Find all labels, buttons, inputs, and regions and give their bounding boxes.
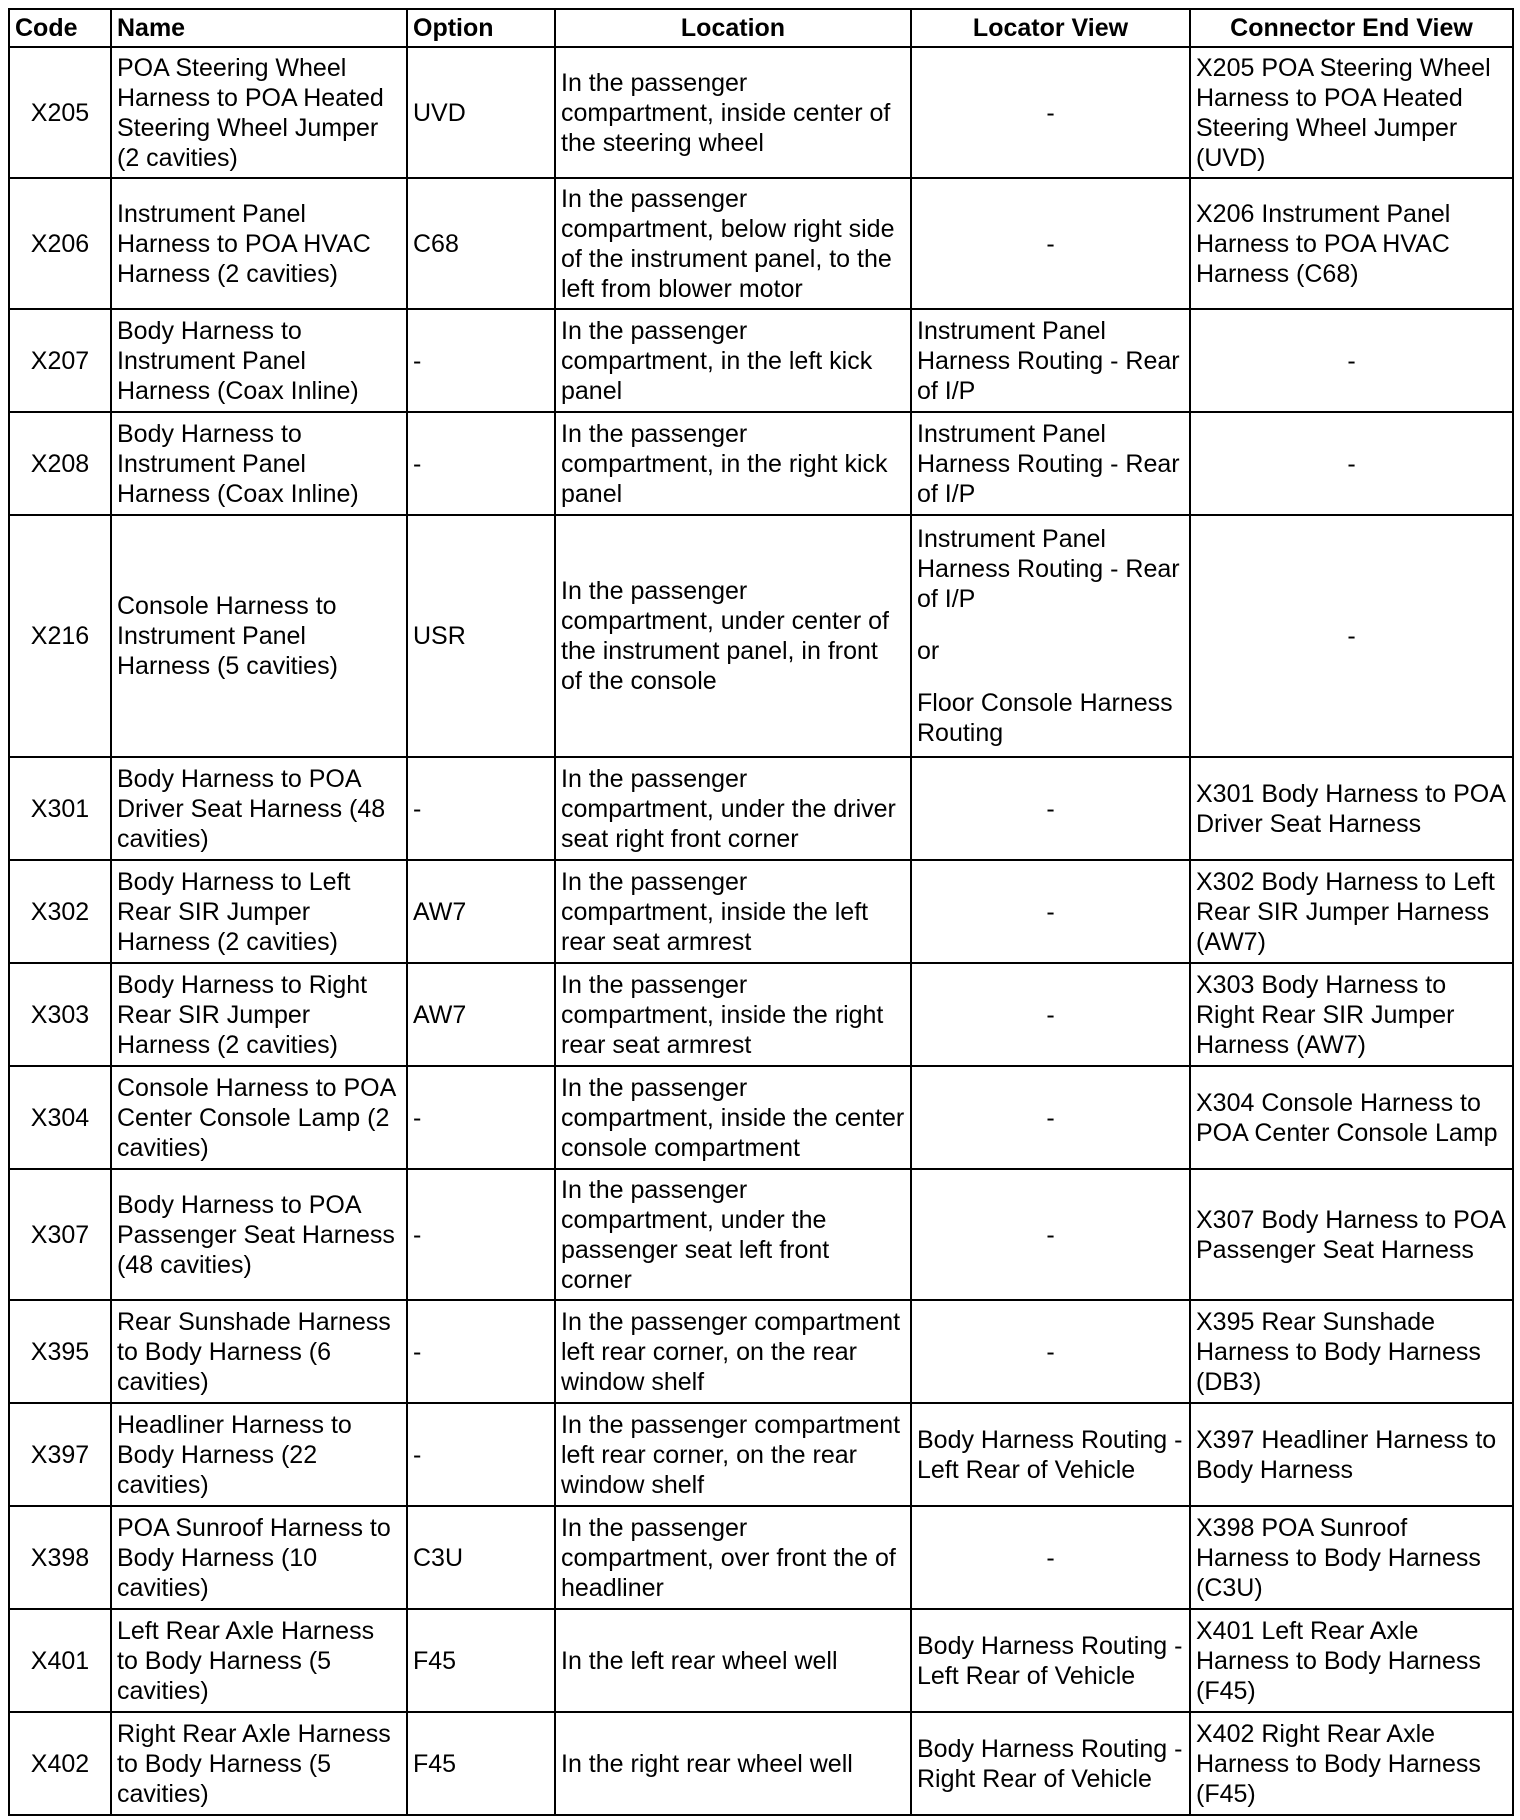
cell-locator-view: -	[911, 757, 1190, 860]
cell-location: In the passenger compartment, inside the center console compartment	[555, 1066, 911, 1169]
cell-code: X301	[9, 757, 111, 860]
cell-connector-end-view: X302 Body Harness to Left Rear SIR Jumper Harness (AW7)	[1190, 860, 1513, 963]
cell-name: Body Harness to Left Rear SIR Jumper Harness (2 cavities)	[111, 860, 407, 963]
cell-location: In the passenger compartment, in the left kick panel	[555, 309, 911, 412]
cell-locator-view: Instrument Panel Harness Routing - Rear of I/P	[911, 412, 1190, 515]
cell-location: In the passenger compartment, in the right kick panel	[555, 412, 911, 515]
cell-locator-view: -	[911, 178, 1190, 309]
cell-code: X402	[9, 1712, 111, 1815]
cell-location: In the passenger compartment, inside the right rear seat armrest	[555, 963, 911, 1066]
cell-name: Console Harness to Instrument Panel Harness (5 cavities)	[111, 515, 407, 757]
cell-connector-end-view: X206 Instrument Panel Harness to POA HVAC Harness (C68)	[1190, 178, 1513, 309]
table-row	[9, 860, 1513, 963]
cell-code: X207	[9, 309, 111, 412]
cell-option: -	[407, 412, 555, 515]
cell-option: AW7	[407, 963, 555, 1066]
cell-code: X401	[9, 1609, 111, 1712]
cell-name: Rear Sunshade Harness to Body Harness (6 cavities)	[111, 1300, 407, 1403]
cell-location: In the right rear wheel well	[555, 1712, 911, 1815]
cell-option: AW7	[407, 860, 555, 963]
cell-option: -	[407, 309, 555, 412]
cell-location: In the left rear wheel well	[555, 1609, 911, 1712]
cell-option: UVD	[407, 47, 555, 178]
cell-location: In the passenger compartment, inside the left rear seat armrest	[555, 860, 911, 963]
table-row	[9, 515, 1513, 757]
cell-location: In the passenger compartment, over front the of headliner	[555, 1506, 911, 1609]
cell-connector-end-view: X402 Right Rear Axle Harness to Body Harness (F45)	[1190, 1712, 1513, 1815]
cell-code: X303	[9, 963, 111, 1066]
header-row	[9, 9, 1513, 47]
cell-connector-end-view: X395 Rear Sunshade Harness to Body Harness (DB3)	[1190, 1300, 1513, 1403]
cell-connector-end-view: X301 Body Harness to POA Driver Seat Harness	[1190, 757, 1513, 860]
cell-connector-end-view: -	[1190, 309, 1513, 412]
connector-table	[8, 8, 1514, 1816]
cell-location: In the passenger compartment, inside center of the steering wheel	[555, 47, 911, 178]
cell-connector-end-view: X401 Left Rear Axle Harness to Body Harness (F45)	[1190, 1609, 1513, 1712]
cell-locator-view: Body Harness Routing - Right Rear of Vehicle	[911, 1712, 1190, 1815]
cell-option: C3U	[407, 1506, 555, 1609]
cell-option: -	[407, 1066, 555, 1169]
cell-connector-end-view: X304 Console Harness to POA Center Console Lamp	[1190, 1066, 1513, 1169]
table-row	[9, 1169, 1513, 1300]
cell-option: F45	[407, 1712, 555, 1815]
cell-name: Console Harness to POA Center Console Lamp (2 cavities)	[111, 1066, 407, 1169]
table-row	[9, 309, 1513, 412]
cell-locator-view: -	[911, 1066, 1190, 1169]
cell-connector-end-view: -	[1190, 412, 1513, 515]
cell-connector-end-view: X307 Body Harness to POA Passenger Seat Harness	[1190, 1169, 1513, 1300]
cell-locator-view: -	[911, 1300, 1190, 1403]
cell-name: Instrument Panel Harness to POA HVAC Harness (2 cavities)	[111, 178, 407, 309]
cell-option: C68	[407, 178, 555, 309]
cell-code: X208	[9, 412, 111, 515]
cell-location: In the passenger compartment, under center of the instrument panel, in front of the console	[555, 515, 911, 757]
cell-connector-end-view: X205 POA Steering Wheel Harness to POA Heated Steering Wheel Jumper (UVD)	[1190, 47, 1513, 178]
cell-location: In the passenger compartment, below right side of the instrument panel, to the left from blower motor	[555, 178, 911, 309]
table-row	[9, 1506, 1513, 1609]
cell-connector-end-view: X303 Body Harness to Right Rear SIR Jumper Harness (AW7)	[1190, 963, 1513, 1066]
cell-name: Right Rear Axle Harness to Body Harness (5 cavities)	[111, 1712, 407, 1815]
table-row	[9, 47, 1513, 178]
header-locator-view: Locator View	[911, 9, 1190, 47]
cell-name: POA Sunroof Harness to Body Harness (10 cavities)	[111, 1506, 407, 1609]
cell-code: X307	[9, 1169, 111, 1300]
cell-name: Left Rear Axle Harness to Body Harness (5 cavities)	[111, 1609, 407, 1712]
cell-locator-view: -	[911, 860, 1190, 963]
locator-view-or: or	[917, 637, 940, 665]
table-row	[9, 178, 1513, 309]
cell-location: In the passenger compartment, under the passenger seat left front corner	[555, 1169, 911, 1300]
header-name: Name	[111, 9, 407, 47]
table-row	[9, 1609, 1513, 1712]
table-row	[9, 412, 1513, 515]
cell-location: In the passenger compartment left rear corner, on the rear window shelf	[555, 1403, 911, 1506]
cell-code: X397	[9, 1403, 111, 1506]
cell-locator-view: -	[911, 1506, 1190, 1609]
table-row	[9, 1066, 1513, 1169]
locator-view-primary: Instrument Panel Harness Routing - Rear of I/P	[917, 525, 1180, 613]
cell-code: X304	[9, 1066, 111, 1169]
cell-locator-view: -	[911, 963, 1190, 1066]
header-location: Location	[555, 9, 911, 47]
cell-name: Body Harness to Right Rear SIR Jumper Harness (2 cavities)	[111, 963, 407, 1066]
table-row	[9, 1712, 1513, 1815]
cell-code: X302	[9, 860, 111, 963]
cell-option: -	[407, 1300, 555, 1403]
cell-code: X216	[9, 515, 111, 757]
cell-locator-view: -	[911, 1169, 1190, 1300]
header-option: Option	[407, 9, 555, 47]
table-row	[9, 963, 1513, 1066]
cell-name: Body Harness to Instrument Panel Harness (Coax Inline)	[111, 412, 407, 515]
cell-option: USR	[407, 515, 555, 757]
table-row	[9, 1300, 1513, 1403]
cell-name: Body Harness to POA Driver Seat Harness (48 cavities)	[111, 757, 407, 860]
cell-locator-view: Body Harness Routing - Left Rear of Vehicle	[911, 1609, 1190, 1712]
cell-locator-view: Body Harness Routing - Left Rear of Vehicle	[911, 1403, 1190, 1506]
header-connector-end-view: Connector End View	[1190, 9, 1513, 47]
cell-option: -	[407, 1403, 555, 1506]
cell-option: -	[407, 1169, 555, 1300]
cell-location: In the passenger compartment, under the driver seat right front corner	[555, 757, 911, 860]
cell-code: X206	[9, 178, 111, 309]
cell-connector-end-view: X397 Headliner Harness to Body Harness	[1190, 1403, 1513, 1506]
cell-option: -	[407, 757, 555, 860]
cell-code: X398	[9, 1506, 111, 1609]
cell-name: Body Harness to POA Passenger Seat Harness (48 cavities)	[111, 1169, 407, 1300]
table-row	[9, 1403, 1513, 1506]
header-code: Code	[9, 9, 111, 47]
cell-connector-end-view: X398 POA Sunroof Harness to Body Harness (C3U)	[1190, 1506, 1513, 1609]
locator-view-alt: Floor Console Harness Routing	[917, 689, 1173, 747]
cell-connector-end-view: -	[1190, 515, 1513, 757]
cell-name: Body Harness to Instrument Panel Harness (Coax Inline)	[111, 309, 407, 412]
cell-name: Headliner Harness to Body Harness (22 cavities)	[111, 1403, 407, 1506]
cell-code: X205	[9, 47, 111, 178]
cell-locator-view: -	[911, 47, 1190, 178]
cell-locator-view: Instrument Panel Harness Routing - Rear of I/P	[911, 309, 1190, 412]
cell-locator-view	[911, 515, 1190, 757]
table-row	[9, 757, 1513, 860]
cell-name: POA Steering Wheel Harness to POA Heated Steering Wheel Jumper (2 cavities)	[111, 47, 407, 178]
cell-code: X395	[9, 1300, 111, 1403]
cell-location: In the passenger compartment left rear corner, on the rear window shelf	[555, 1300, 911, 1403]
cell-option: F45	[407, 1609, 555, 1712]
